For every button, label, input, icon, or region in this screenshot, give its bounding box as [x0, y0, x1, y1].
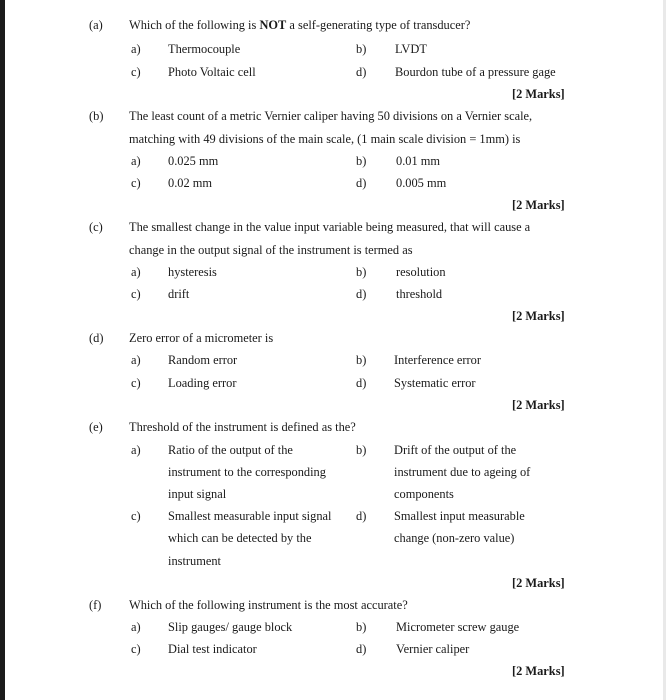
option-text: Random error — [168, 353, 238, 367]
question-stem-line: The smallest change in the value input variable being measured, that will cause a — [129, 220, 531, 234]
option-text: Systematic error — [394, 376, 476, 390]
option-letter: b) — [356, 154, 367, 168]
option-letter: b) — [356, 42, 367, 56]
question-label: (d) — [89, 331, 104, 345]
option-text-line: Smallest input measurable — [394, 509, 525, 523]
option-text: Thermocouple — [168, 42, 241, 56]
option-text: drift — [168, 287, 190, 301]
option-letter: a) — [131, 42, 141, 56]
marks-label: [2 Marks] — [512, 87, 565, 101]
option-text-line: instrument due to ageing of — [394, 465, 531, 479]
option-text: Photo Voltaic cell — [168, 65, 256, 79]
option-text: 0.005 mm — [396, 176, 447, 190]
option-text-line: instrument to the corresponding — [168, 465, 326, 479]
option-text: Slip gauges/ gauge block — [168, 620, 293, 634]
option-letter: a) — [131, 620, 141, 634]
option-text: Loading error — [168, 376, 237, 390]
option-text: 0.025 mm — [168, 154, 219, 168]
option-letter: b) — [356, 353, 367, 367]
option-letter: d) — [356, 176, 367, 190]
left-border — [0, 0, 5, 700]
question-label: (e) — [89, 420, 103, 434]
option-text-line: components — [394, 487, 454, 501]
option-letter: c) — [131, 176, 141, 190]
question-label: (a) — [89, 18, 103, 32]
option-text-line: Ratio of the output of the — [168, 443, 293, 457]
option-text-line: input signal — [168, 487, 227, 501]
option-text: resolution — [396, 265, 446, 279]
option-letter: d) — [356, 376, 367, 390]
question-label: (c) — [89, 220, 103, 234]
option-letter: c) — [131, 642, 141, 656]
option-text: 0.02 mm — [168, 176, 213, 190]
option-text: Vernier caliper — [396, 642, 470, 656]
option-letter: d) — [356, 65, 367, 79]
option-text-line: which can be detected by the — [168, 531, 312, 545]
option-text: threshold — [396, 287, 443, 301]
option-text-line: change (non-zero value) — [394, 531, 515, 545]
question-stem-line: Threshold of the instrument is defined as the? — [129, 420, 356, 434]
option-letter: c) — [131, 287, 141, 301]
question-stem-line: change in the output signal of the instrument is termed as — [129, 243, 413, 257]
option-text: Bourdon tube of a pressure gage — [395, 65, 556, 79]
option-letter: a) — [131, 265, 141, 279]
option-letter: c) — [131, 376, 141, 390]
option-letter: d) — [356, 509, 367, 523]
marks-label: [2 Marks] — [512, 398, 565, 412]
option-letter: d) — [356, 287, 367, 301]
option-letter: d) — [356, 642, 367, 656]
marks-label: [2 Marks] — [512, 576, 565, 590]
question-stem-line: matching with 49 divisions of the main scale, (1 main scale division = 1mm) is — [129, 132, 521, 146]
option-text: Dial test indicator — [168, 642, 257, 656]
marks-label: [2 Marks] — [512, 664, 565, 678]
option-letter: c) — [131, 509, 141, 523]
option-text: Interference error — [394, 353, 482, 367]
option-letter: a) — [131, 443, 141, 457]
question-stem-line: The least count of a metric Vernier caliper having 50 divisions on a Vernier scale, — [129, 109, 533, 123]
option-text-line: Drift of the output of the — [394, 443, 517, 457]
option-letter: a) — [131, 154, 141, 168]
option-letter: b) — [356, 620, 367, 634]
option-letter: b) — [356, 265, 367, 279]
question-label: (b) — [89, 109, 104, 123]
option-text: 0.01 mm — [396, 154, 441, 168]
option-text-line: instrument — [168, 554, 221, 568]
option-text-line: Smallest measurable input signal — [168, 509, 332, 523]
question-stem-line: Which of the following instrument is the most accurate? — [129, 598, 408, 612]
option-text: Micrometer screw gauge — [396, 620, 520, 634]
option-text: LVDT — [395, 42, 427, 56]
question-stem-line: Zero error of a micrometer is — [129, 331, 274, 345]
question-stem: Which of the following is NOT a self-generating type of transducer? — [129, 18, 471, 32]
question-label: (f) — [89, 598, 102, 612]
marks-label: [2 Marks] — [512, 309, 565, 323]
option-letter: b) — [356, 443, 367, 457]
option-letter: a) — [131, 353, 141, 367]
option-text: hysteresis — [168, 265, 217, 279]
option-letter: c) — [131, 65, 141, 79]
marks-label: [2 Marks] — [512, 198, 565, 212]
